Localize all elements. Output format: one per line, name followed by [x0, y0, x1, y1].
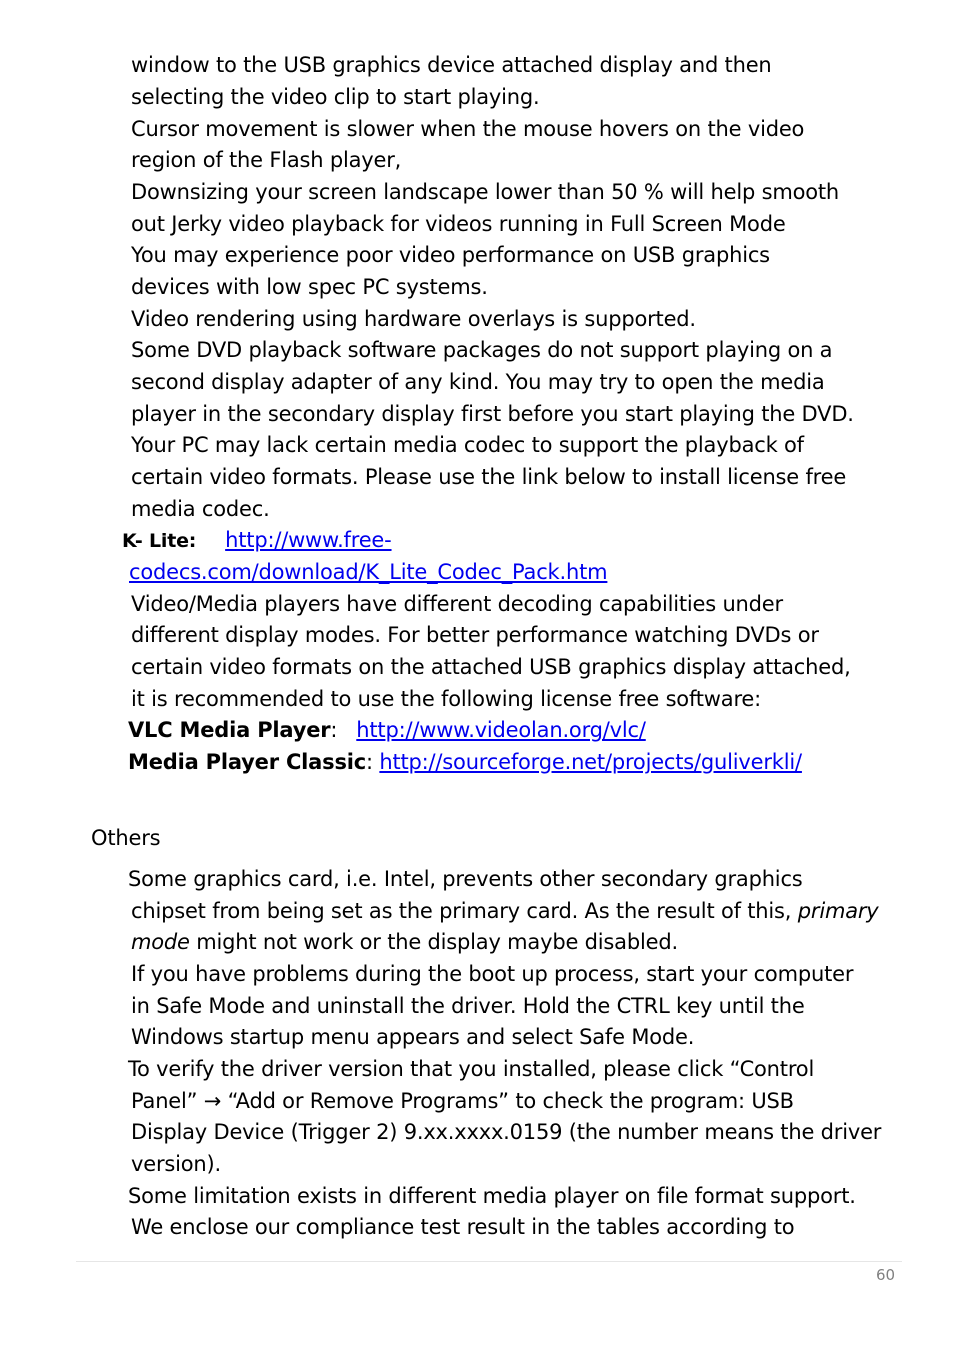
text-line: Some limitation exists in different media player on file format support.	[128, 1184, 856, 1208]
text-line: You may experience poor video performance on USB graphics	[131, 243, 770, 267]
text-line: it is recommended to use the following license free software:	[131, 687, 762, 711]
mpc-row	[128, 749, 802, 775]
mpc-separator: :	[366, 750, 373, 774]
text-line: selecting the video clip to start playing.	[131, 85, 540, 109]
text-line: Display Device (Trigger 2) 9.xx.xxxx.0159 (the number means the driver	[131, 1120, 882, 1144]
text-line: Some DVD playback software packages do not support playing on a	[131, 338, 833, 362]
text-line: Some graphics card, i.e. Intel, prevents other secondary graphics	[128, 867, 803, 891]
text-line: devices with low spec PC systems.	[131, 275, 488, 299]
text-line: media codec.	[131, 497, 270, 521]
text-fragment-italic: primary	[797, 899, 879, 923]
text-line: Downsizing your screen landscape lower than 50 % will help smooth	[131, 180, 840, 204]
text-line: If you have problems during the boot up process, start your computer	[131, 962, 854, 986]
text-line: Video/Media players have different decoding capabilities under	[131, 592, 783, 616]
text-line: window to the USB graphics device attached display and then	[131, 53, 772, 77]
vlc-row	[128, 717, 646, 743]
text-line: Video rendering using hardware overlays is supported.	[131, 307, 696, 331]
text-fragment: chipset from being set as the primary card. As the result of this,	[131, 899, 798, 923]
text-fragment-italic: mode	[131, 930, 190, 954]
text-line: Cursor movement is slower when the mouse hovers on the video	[131, 117, 805, 141]
section-heading-others: Others	[91, 826, 161, 850]
klite-link[interactable]: http://www.free-	[225, 528, 392, 552]
text-line: out Jerky video playback for videos running in Full Screen Mode	[131, 212, 786, 236]
vlc-link[interactable]: http://www.videolan.org/vlc/	[356, 718, 646, 742]
text-line: Windows startup menu appears and select Safe Mode.	[131, 1025, 695, 1049]
footer-divider	[76, 1261, 902, 1262]
mpc-link[interactable]: http://sourceforge.net/projects/guliverkli/	[379, 750, 802, 774]
text-line: second display adapter of any kind. You may try to open the media	[131, 370, 825, 394]
vlc-label: VLC Media Player	[128, 718, 331, 742]
klite-label: K- Lite:	[122, 530, 197, 552]
text-line	[131, 898, 879, 924]
text-line: We enclose our compliance test result in the tables according to	[131, 1215, 795, 1239]
text-line: different display modes. For better performance watching DVDs or	[131, 623, 819, 647]
klite-link-row	[129, 559, 607, 585]
text-line: player in the secondary display first before you start playing the DVD.	[131, 402, 854, 426]
text-line: region of the Flash player,	[131, 148, 402, 172]
text-line: Panel” → “Add or Remove Programs” to check the program: USB	[131, 1089, 794, 1113]
klite-link-continued[interactable]: codecs.com/download/K_Lite_Codec_Pack.htm	[129, 560, 608, 584]
text-line: To verify the driver version that you installed, please click “Control	[128, 1057, 815, 1081]
text-line	[131, 929, 678, 955]
vlc-separator: :	[330, 718, 338, 742]
text-fragment: might not work or the display maybe disabled.	[189, 930, 678, 954]
text-line: certain video formats. Please use the link below to install license free	[131, 465, 847, 489]
text-line: certain video formats on the attached USB graphics display attached,	[131, 655, 851, 679]
klite-row	[122, 527, 392, 554]
text-line: Your PC may lack certain media codec to support the playback of	[131, 433, 804, 457]
text-line: version).	[131, 1152, 221, 1176]
text-line: in Safe Mode and uninstall the driver. Hold the CTRL key until the	[131, 994, 805, 1018]
page-number: 60	[876, 1266, 896, 1284]
mpc-label: Media Player Classic	[128, 750, 366, 774]
